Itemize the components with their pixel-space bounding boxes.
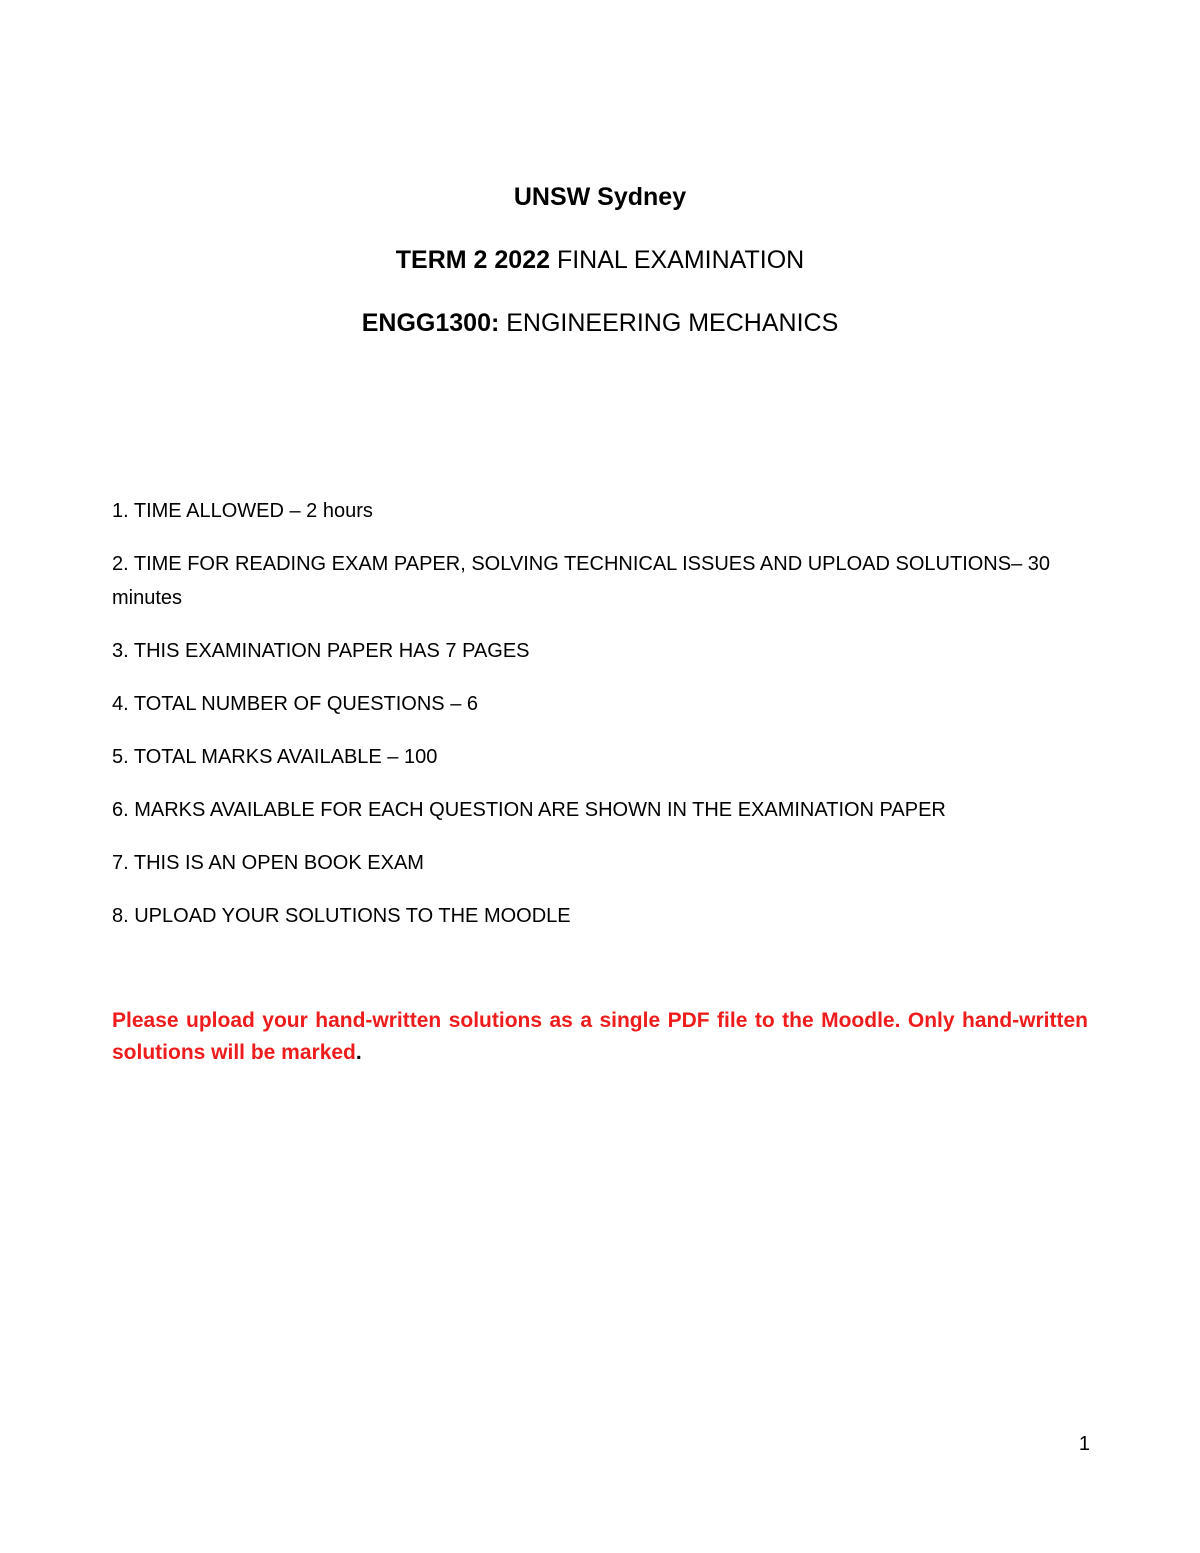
instruction-upload-moodle: 8. UPLOAD YOUR SOLUTIONS TO THE MOODLE [112, 905, 571, 927]
instruction-reading-time: 2. TIME FOR READING EXAM PAPER, SOLVING TECHNICAL ISSUES AND UPLOAD SOLUTIONS– 30 minutes [112, 553, 1051, 609]
upload-notice-end: . [355, 1041, 362, 1064]
instruction-marks-per-question: 6. MARKS AVAILABLE FOR EACH QUESTION ARE SHOWN IN THE EXAMINATION PAPER [112, 799, 946, 821]
instruction-page-count: 3. THIS EXAMINATION PAPER HAS 7 PAGES [112, 640, 530, 662]
instructions-list [112, 494, 1072, 952]
upload-notice-text: Please upload your hand-written solutions as a single PDF file to the Moodle. Only hand-written solutions will be marked [112, 1009, 1088, 1064]
instruction-total-marks: 5. TOTAL MARKS AVAILABLE – 100 [112, 746, 438, 768]
course-name: ENGINEERING MECHANICS [499, 309, 839, 337]
exam-type: FINAL EXAMINATION [550, 246, 805, 274]
instruction-time-allowed: 1. TIME ALLOWED – 2 hours [112, 500, 373, 522]
instruction-open-book: 7. THIS IS AN OPEN BOOK EXAM [112, 852, 424, 874]
page-number: 1 [1078, 1433, 1090, 1455]
exam-title [0, 245, 1200, 275]
course-code: ENGG1300: [361, 309, 500, 337]
upload-notice [112, 1005, 1088, 1069]
course-title [0, 308, 1200, 338]
institution-title: UNSW Sydney [513, 183, 687, 211]
instruction-question-count: 4. TOTAL NUMBER OF QUESTIONS – 6 [112, 693, 479, 715]
exam-term-year: TERM 2 2022 [395, 246, 551, 274]
